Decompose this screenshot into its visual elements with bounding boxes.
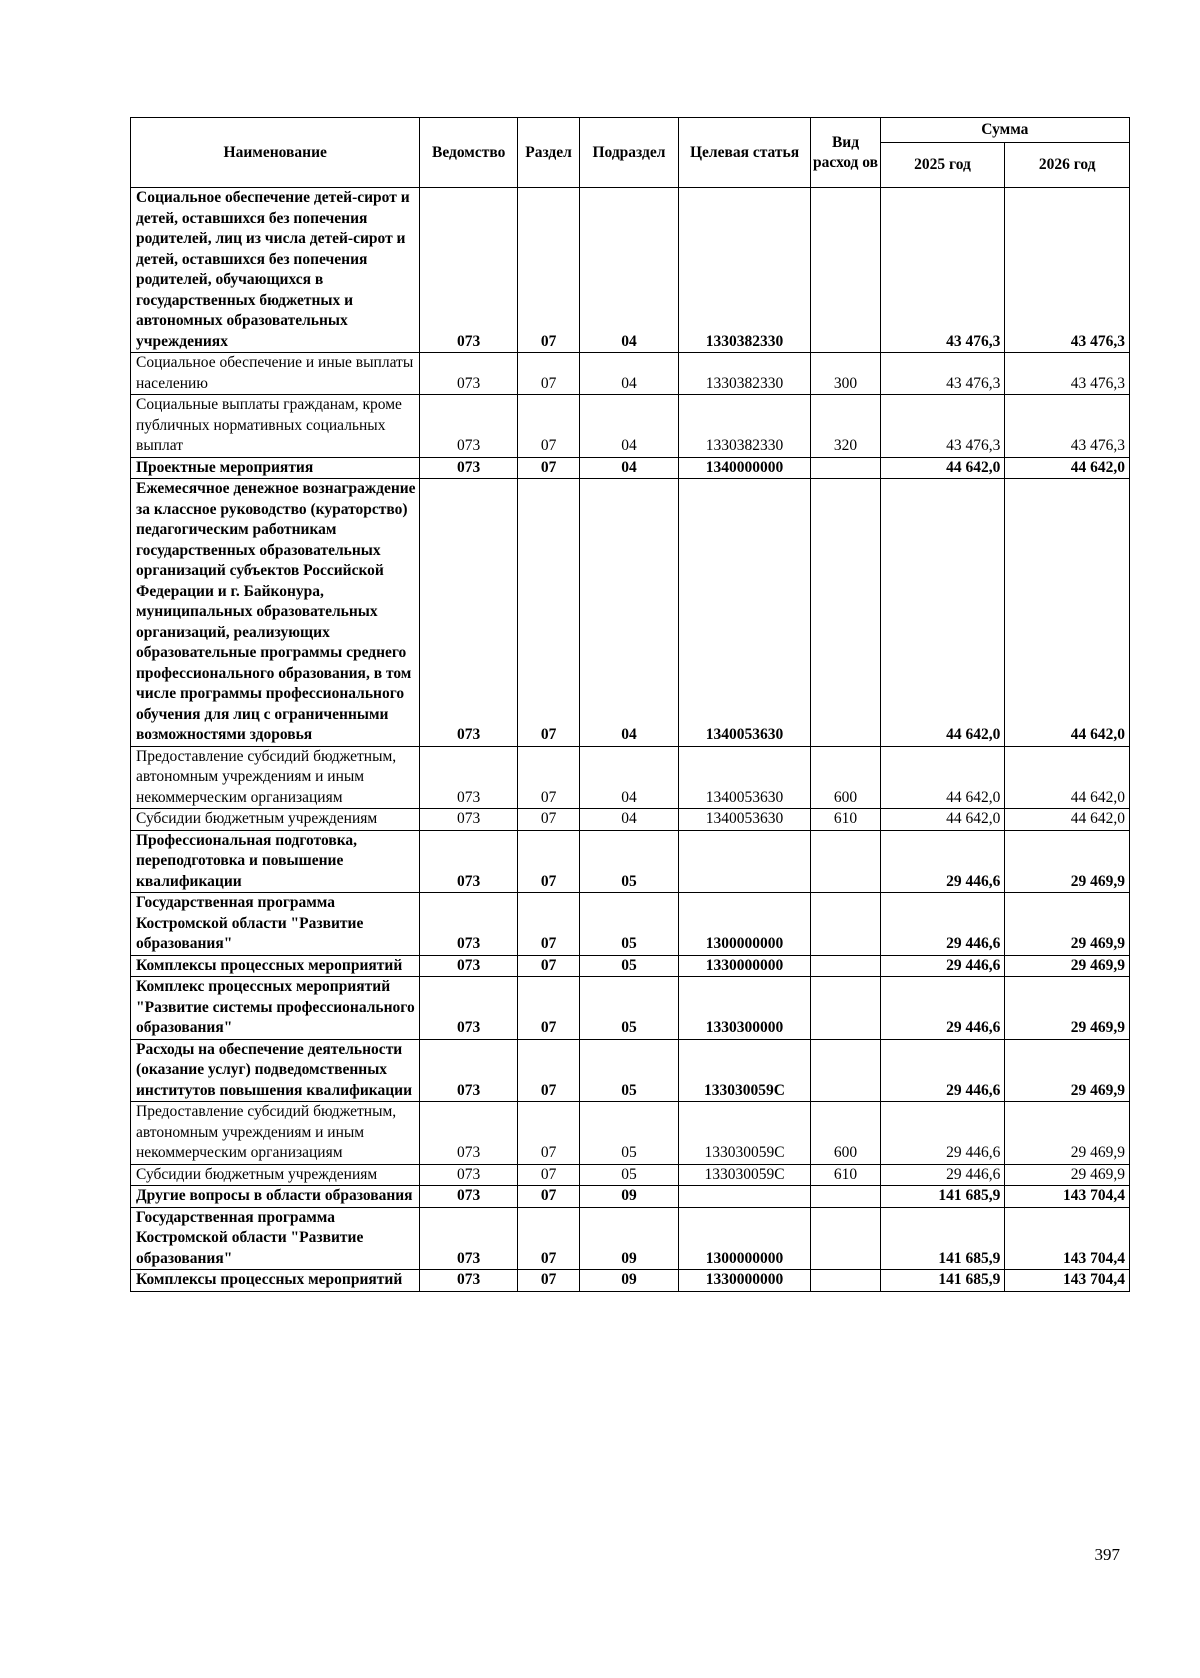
table-row xyxy=(131,353,1130,395)
cell-expense-type xyxy=(811,479,880,747)
cell-target-article xyxy=(678,1186,811,1208)
table-row xyxy=(131,1207,1130,1270)
cell-sum-2025: 29 446,6 xyxy=(880,830,1005,893)
table-row xyxy=(131,830,1130,893)
cell-name: Предоставление субсидий бюджетным, автономным учреждениям и иным некоммерческим организациям xyxy=(131,746,420,809)
cell-department: 073 xyxy=(420,1164,517,1186)
cell-section: 07 xyxy=(517,809,579,831)
cell-expense-type: 320 xyxy=(811,395,880,458)
table-row xyxy=(131,188,1130,353)
cell-name: Комплекс процессных мероприятий "Развитие системы профессионального образования" xyxy=(131,977,420,1040)
cell-subsection: 05 xyxy=(580,1164,678,1186)
header-target-article: Целевая статья xyxy=(678,118,811,188)
cell-department: 073 xyxy=(420,1102,517,1165)
table-header xyxy=(131,118,1130,188)
cell-expense-type xyxy=(811,977,880,1040)
cell-name: Субсидии бюджетным учреждениям xyxy=(131,1164,420,1186)
cell-target-article: 1340053630 xyxy=(678,479,811,747)
cell-name: Социальные выплаты гражданам, кроме публичных нормативных социальных выплат xyxy=(131,395,420,458)
cell-department: 073 xyxy=(420,746,517,809)
cell-sum-2025: 43 476,3 xyxy=(880,395,1005,458)
cell-sum-2026: 43 476,3 xyxy=(1005,353,1130,395)
cell-sum-2025: 29 446,6 xyxy=(880,893,1005,956)
cell-department: 073 xyxy=(420,479,517,747)
cell-sum-2025: 141 685,9 xyxy=(880,1186,1005,1208)
cell-target-article: 1330000000 xyxy=(678,955,811,977)
cell-sum-2026: 44 642,0 xyxy=(1005,457,1130,479)
cell-subsection: 05 xyxy=(580,830,678,893)
cell-expense-type xyxy=(811,1039,880,1102)
cell-subsection: 04 xyxy=(580,809,678,831)
cell-sum-2025: 44 642,0 xyxy=(880,809,1005,831)
cell-subsection: 09 xyxy=(580,1186,678,1208)
cell-expense-type: 610 xyxy=(811,809,880,831)
cell-sum-2026: 143 704,4 xyxy=(1005,1207,1130,1270)
table-row xyxy=(131,893,1130,956)
table-row xyxy=(131,977,1130,1040)
cell-sum-2025: 141 685,9 xyxy=(880,1207,1005,1270)
cell-section: 07 xyxy=(517,893,579,956)
cell-sum-2025: 44 642,0 xyxy=(880,479,1005,747)
table-row xyxy=(131,1186,1130,1208)
cell-sum-2026: 44 642,0 xyxy=(1005,746,1130,809)
cell-sum-2026: 44 642,0 xyxy=(1005,809,1130,831)
cell-section: 07 xyxy=(517,395,579,458)
cell-sum-2025: 29 446,6 xyxy=(880,1102,1005,1165)
cell-sum-2026: 29 469,9 xyxy=(1005,893,1130,956)
cell-sum-2026: 29 469,9 xyxy=(1005,955,1130,977)
cell-sum-2025: 29 446,6 xyxy=(880,1039,1005,1102)
cell-subsection: 05 xyxy=(580,977,678,1040)
page-number: 397 xyxy=(1094,1545,1120,1564)
cell-sum-2025: 29 446,6 xyxy=(880,977,1005,1040)
cell-target-article: 133030059С xyxy=(678,1164,811,1186)
cell-target-article: 1340053630 xyxy=(678,746,811,809)
cell-section: 07 xyxy=(517,746,579,809)
cell-sum-2026: 143 704,4 xyxy=(1005,1186,1130,1208)
cell-name: Социальное обеспечение и иные выплаты населению xyxy=(131,353,420,395)
cell-target-article: 1300000000 xyxy=(678,1207,811,1270)
cell-name: Расходы на обеспечение деятельности (оказание услуг) подведомственных институтов повышения квалификации xyxy=(131,1039,420,1102)
cell-section: 07 xyxy=(517,353,579,395)
cell-name: Государственная программа Костромской области "Развитие образования" xyxy=(131,893,420,956)
cell-name: Комплексы процессных мероприятий xyxy=(131,1270,420,1292)
cell-department: 073 xyxy=(420,809,517,831)
cell-subsection: 05 xyxy=(580,955,678,977)
cell-department: 073 xyxy=(420,830,517,893)
budget-table xyxy=(130,117,1130,1292)
table-row xyxy=(131,809,1130,831)
header-subsection: Подраздел xyxy=(580,118,678,188)
cell-target-article: 133030059С xyxy=(678,1102,811,1165)
cell-subsection: 04 xyxy=(580,746,678,809)
cell-sum-2025: 43 476,3 xyxy=(880,188,1005,353)
cell-subsection: 05 xyxy=(580,1102,678,1165)
cell-name: Проектные мероприятия xyxy=(131,457,420,479)
cell-department: 073 xyxy=(420,188,517,353)
cell-target-article: 1330000000 xyxy=(678,1270,811,1292)
cell-sum-2025: 29 446,6 xyxy=(880,1164,1005,1186)
cell-subsection: 04 xyxy=(580,395,678,458)
cell-target-article: 1340000000 xyxy=(678,457,811,479)
cell-subsection: 04 xyxy=(580,457,678,479)
cell-target-article: 1340053630 xyxy=(678,809,811,831)
header-expense-type: Вид расход ов xyxy=(811,118,880,188)
cell-target-article xyxy=(678,830,811,893)
cell-expense-type: 600 xyxy=(811,1102,880,1165)
cell-section: 07 xyxy=(517,977,579,1040)
cell-sum-2025: 44 642,0 xyxy=(880,457,1005,479)
cell-subsection: 04 xyxy=(580,479,678,747)
cell-expense-type xyxy=(811,955,880,977)
header-year-2025: 2025 год xyxy=(880,143,1005,188)
cell-expense-type: 600 xyxy=(811,746,880,809)
table-row xyxy=(131,395,1130,458)
cell-section: 07 xyxy=(517,1270,579,1292)
cell-sum-2025: 44 642,0 xyxy=(880,746,1005,809)
cell-sum-2026: 29 469,9 xyxy=(1005,830,1130,893)
cell-name: Социальное обеспечение детей-сирот и детей, оставшихся без попечения родителей, лиц из числа детей-сирот и детей, оставшихся без попечения родителей, обучающихся в государственных бюджетных и автономных образовательных учреждениях xyxy=(131,188,420,353)
cell-target-article: 1330382330 xyxy=(678,188,811,353)
cell-department: 073 xyxy=(420,955,517,977)
cell-section: 07 xyxy=(517,1207,579,1270)
cell-department: 073 xyxy=(420,1207,517,1270)
cell-expense-type xyxy=(811,1207,880,1270)
cell-section: 07 xyxy=(517,1039,579,1102)
cell-section: 07 xyxy=(517,830,579,893)
table-row xyxy=(131,1102,1130,1165)
cell-sum-2025: 141 685,9 xyxy=(880,1270,1005,1292)
cell-department: 073 xyxy=(420,977,517,1040)
cell-name: Предоставление субсидий бюджетным, автономным учреждениям и иным некоммерческим организациям xyxy=(131,1102,420,1165)
cell-subsection: 09 xyxy=(580,1270,678,1292)
cell-expense-type: 610 xyxy=(811,1164,880,1186)
header-name: Наименование xyxy=(131,118,420,188)
header-year-2026: 2026 год xyxy=(1005,143,1130,188)
cell-sum-2026: 43 476,3 xyxy=(1005,188,1130,353)
cell-subsection: 09 xyxy=(580,1207,678,1270)
cell-subsection: 05 xyxy=(580,893,678,956)
cell-sum-2026: 29 469,9 xyxy=(1005,1164,1130,1186)
cell-name: Государственная программа Костромской области "Развитие образования" xyxy=(131,1207,420,1270)
cell-target-article: 1300000000 xyxy=(678,893,811,956)
cell-name: Комплексы процессных мероприятий xyxy=(131,955,420,977)
cell-section: 07 xyxy=(517,188,579,353)
cell-department: 073 xyxy=(420,1039,517,1102)
table-row xyxy=(131,457,1130,479)
cell-name: Другие вопросы в области образования xyxy=(131,1186,420,1208)
cell-department: 073 xyxy=(420,1186,517,1208)
cell-subsection: 05 xyxy=(580,1039,678,1102)
cell-department: 073 xyxy=(420,395,517,458)
cell-section: 07 xyxy=(517,955,579,977)
cell-expense-type: 300 xyxy=(811,353,880,395)
cell-expense-type xyxy=(811,893,880,956)
cell-name: Ежемесячное денежное вознаграждение за классное руководство (кураторство) педагогическим работникам государственных образовательных организаций субъектов Российской Федерации и г. Байконура, муниципальных образовательных организаций, реализующих образовательные программы среднего профессионального образования, в том числе программы профессионального обучения для лиц с ограниченными возможностями здоровья xyxy=(131,479,420,747)
cell-target-article: 1330382330 xyxy=(678,395,811,458)
table-body xyxy=(131,188,1130,1292)
cell-section: 07 xyxy=(517,1102,579,1165)
table-row xyxy=(131,746,1130,809)
cell-expense-type xyxy=(811,457,880,479)
table-row xyxy=(131,1164,1130,1186)
cell-department: 073 xyxy=(420,457,517,479)
table-row xyxy=(131,955,1130,977)
header-department: Ведомство xyxy=(420,118,517,188)
cell-name: Субсидии бюджетным учреждениям xyxy=(131,809,420,831)
cell-sum-2026: 29 469,9 xyxy=(1005,1102,1130,1165)
cell-section: 07 xyxy=(517,1164,579,1186)
cell-sum-2026: 143 704,4 xyxy=(1005,1270,1130,1292)
cell-name: Профессиональная подготовка, переподготовка и повышение квалификации xyxy=(131,830,420,893)
cell-sum-2025: 43 476,3 xyxy=(880,353,1005,395)
table-row xyxy=(131,1270,1130,1292)
cell-section: 07 xyxy=(517,1186,579,1208)
cell-sum-2026: 44 642,0 xyxy=(1005,479,1130,747)
cell-target-article: 1330382330 xyxy=(678,353,811,395)
cell-section: 07 xyxy=(517,457,579,479)
cell-department: 073 xyxy=(420,893,517,956)
cell-expense-type xyxy=(811,830,880,893)
cell-department: 073 xyxy=(420,353,517,395)
cell-subsection: 04 xyxy=(580,353,678,395)
table-row xyxy=(131,479,1130,747)
cell-sum-2026: 29 469,9 xyxy=(1005,1039,1130,1102)
cell-subsection: 04 xyxy=(580,188,678,353)
cell-expense-type xyxy=(811,188,880,353)
cell-target-article: 1330300000 xyxy=(678,977,811,1040)
cell-expense-type xyxy=(811,1186,880,1208)
cell-sum-2025: 29 446,6 xyxy=(880,955,1005,977)
cell-expense-type xyxy=(811,1270,880,1292)
cell-section: 07 xyxy=(517,479,579,747)
cell-department: 073 xyxy=(420,1270,517,1292)
cell-sum-2026: 43 476,3 xyxy=(1005,395,1130,458)
header-section: Раздел xyxy=(517,118,579,188)
header-sum: Сумма xyxy=(880,118,1129,143)
table-row xyxy=(131,1039,1130,1102)
cell-target-article: 133030059С xyxy=(678,1039,811,1102)
cell-sum-2026: 29 469,9 xyxy=(1005,977,1130,1040)
